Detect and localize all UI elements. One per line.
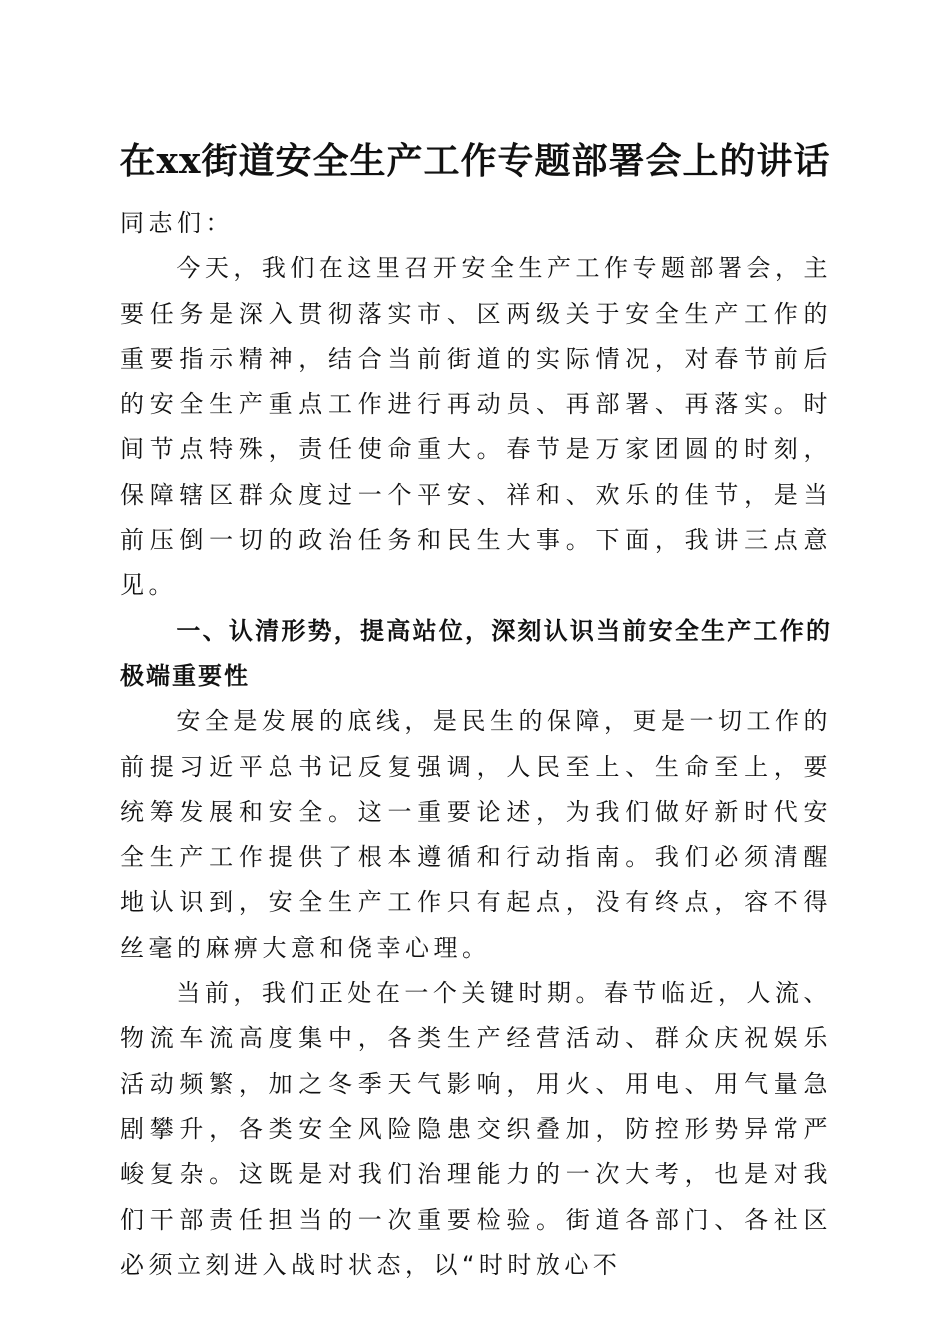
section-heading-1: 一、认清形势，提高站位，深刻认识当前安全生产工作的极端重要性 [120, 616, 832, 690]
document-body [120, 201, 832, 1288]
intro-paragraph: 今天，我们在这里召开安全生产工作专题部署会，主要任务是深入贯彻落实市、区两级关于安全生产工作的重要指示精神，结合当前街道的实际情况，对春节前后的安全生产重点工作进行再动员、再部署、再落实。时间节点特殊，责任使命重大。春节是万家团圆的时刻，保障辖区群众度过一个平安、祥和、欢乐的佳节，是当前压倒一切的政治任务和民生大事。下面，我讲三点意见。 [120, 254, 832, 600]
salutation: 同志们： [120, 209, 234, 237]
section1-paragraph-1: 安全是发展的底线，是民生的保障，更是一切工作的前提习近平总书记反复强调，人民至上、生命至上，要统筹发展和安全。这一重要论述，为我们做好新时代安全生产工作提供了根本遵循和行动指南。我们必须清醒地认识到，安全生产工作只有起点，没有终点，容不得丝毫的麻痹大意和侥幸心理。 [120, 707, 832, 962]
document-title: 在xx街道安全生产工作专题部署会上的讲话 [119, 140, 831, 182]
section1-paragraph-2: 当前，我们正处在一个关键时期。春节临近，人流、物流车流高度集中，各类生产经营活动、群众庆祝娱乐活动频繁，加之冬季天气影响，用火、用电、用气量急剧攀升，各类安全风险隐患交织叠加，防控形势异常严峻复杂。这既是对我们治理能力的一次大考，也是对我们干部责任担当的一次重要检验。街道各部门、各社区必须立刻进入战时状态，以“时时放心不 [120, 979, 832, 1279]
